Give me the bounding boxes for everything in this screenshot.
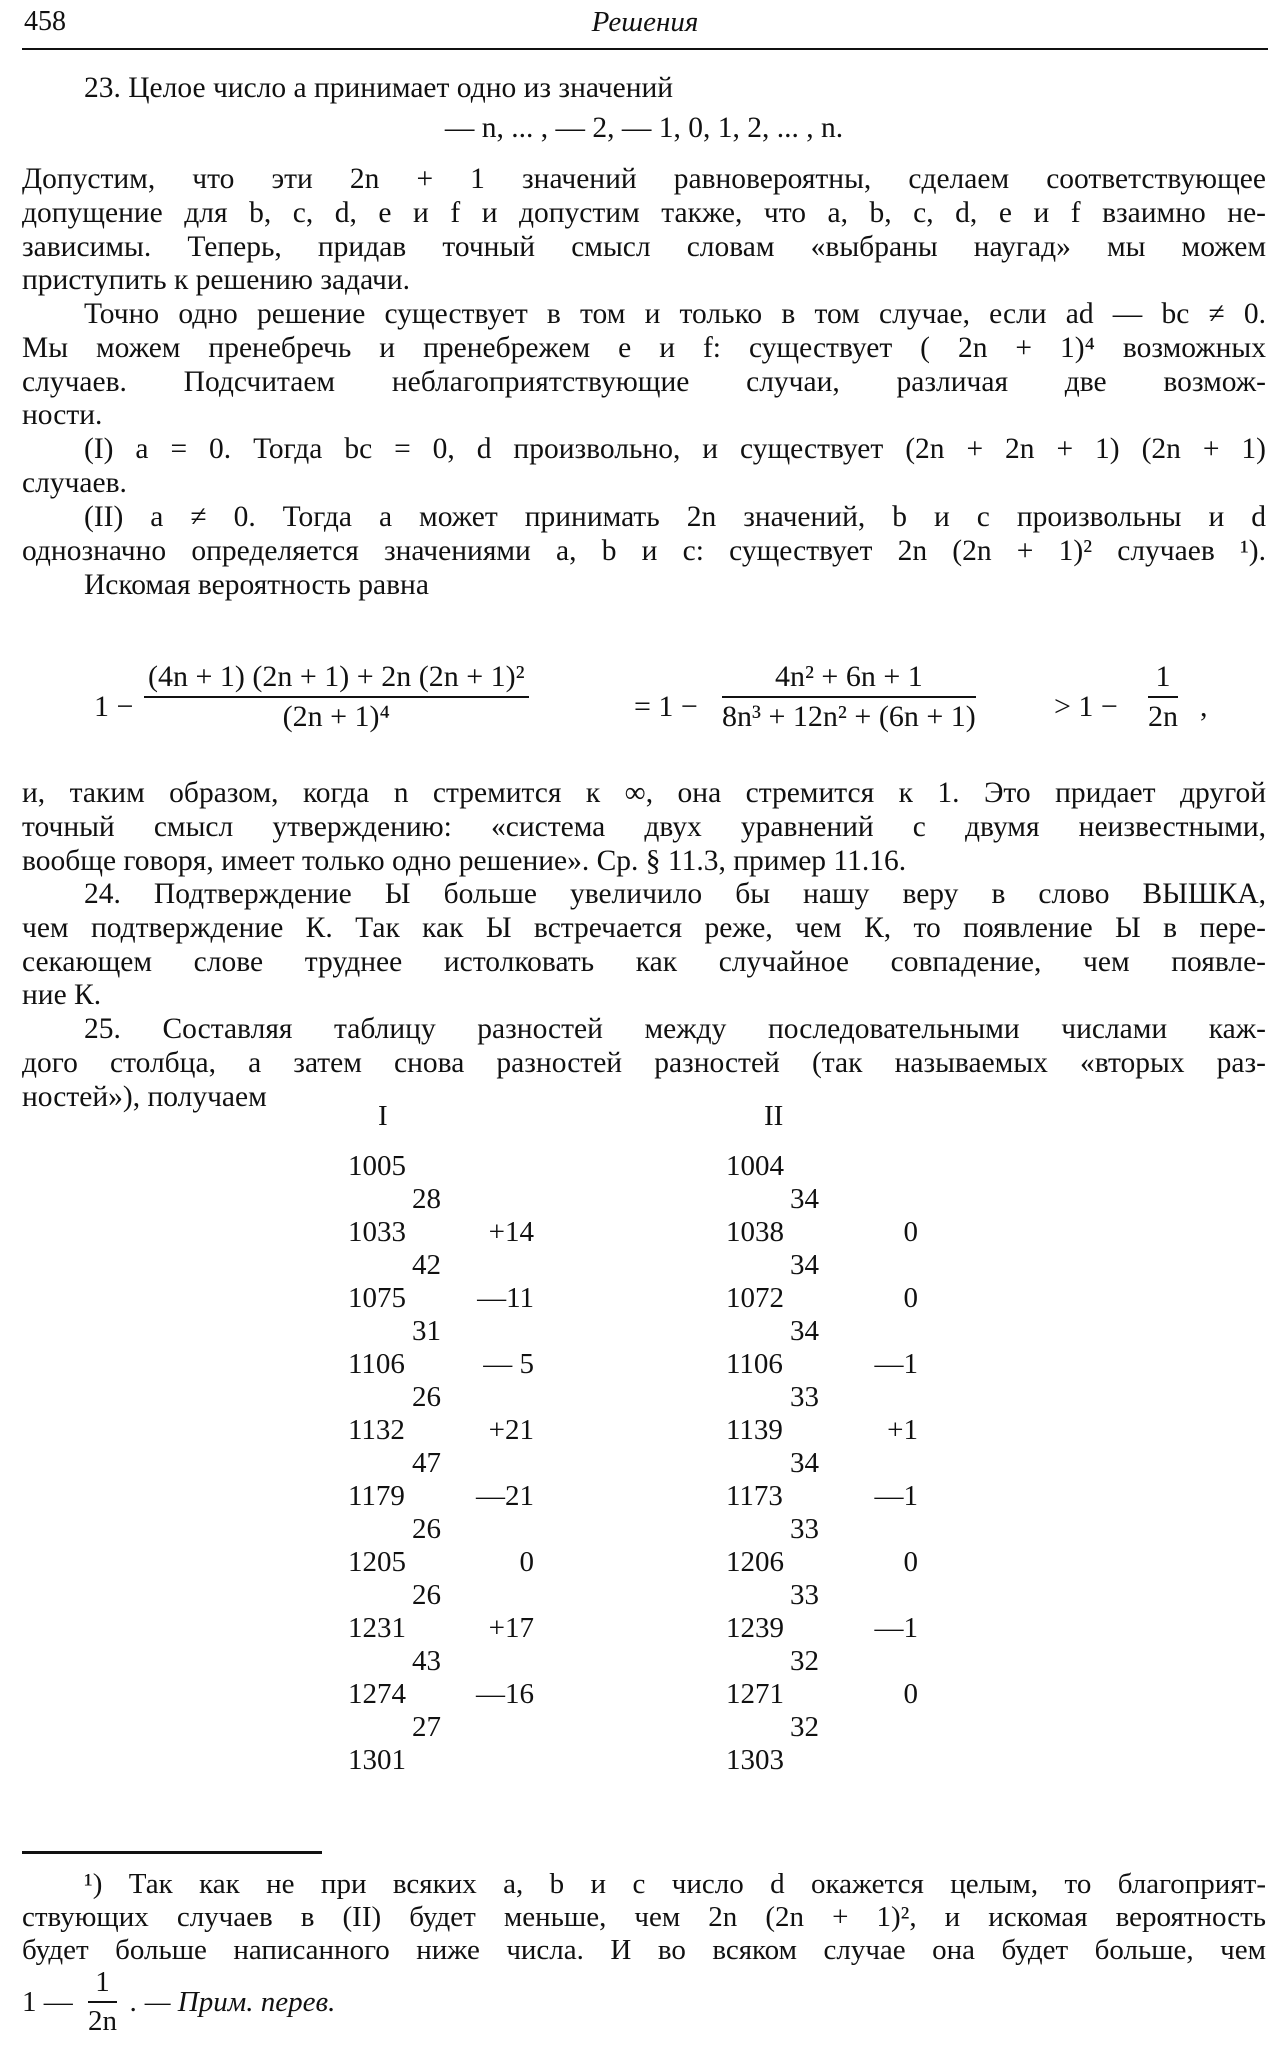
formula-one-minus: 1 − bbox=[94, 690, 134, 723]
case-one bbox=[22, 433, 1266, 501]
fraction-3-denominator: 2n bbox=[1148, 700, 1178, 733]
fraction-2-numerator: 4n² + 6n + 1 bbox=[722, 660, 976, 698]
footnote-line: ствующих случаев в (II) будет меньше, чем 2n (2n + 1)², и искомая вероятность bbox=[22, 1901, 1266, 1933]
text-line: точный смысл утверждению: «система двух уравнений с двумя неизвестными, bbox=[22, 810, 1266, 843]
second-difference: 0 bbox=[903, 1282, 918, 1314]
table-value: 1231 bbox=[348, 1612, 406, 1644]
translator-note: . — Прим. перев. bbox=[130, 1985, 336, 2018]
text-line: 25. Составляя таблицу разностей между последовательными числами каж- bbox=[84, 1013, 1266, 1045]
table-value: 1072 bbox=[726, 1282, 784, 1314]
book-page bbox=[22, 0, 1270, 2048]
table-value: 1239 bbox=[726, 1612, 784, 1644]
first-difference: 34 bbox=[790, 1315, 819, 1347]
second-difference: —11 bbox=[477, 1282, 534, 1314]
text-line: (I) a = 0. Тогда bc = 0, d произвольно, и существует (2n + 2n + 1) (2n + 1) bbox=[84, 433, 1266, 465]
table-value: 1005 bbox=[348, 1150, 406, 1182]
table-value: 1206 bbox=[726, 1546, 784, 1578]
text-line: случаев. bbox=[22, 466, 127, 499]
first-difference: 32 bbox=[790, 1645, 819, 1677]
table-value: 1004 bbox=[726, 1150, 784, 1182]
table-value: 1179 bbox=[348, 1480, 405, 1512]
text-line: приступить к решению задачи. bbox=[22, 264, 410, 297]
fraction-3-numerator: 1 bbox=[1148, 660, 1178, 698]
text-line: дого столбца, а затем снова разностей разностей (так называемых «вторых раз- bbox=[22, 1046, 1266, 1079]
text-line: и, таким образом, когда n стремится к ∞, она стремится к 1. Это придает другой bbox=[22, 777, 1266, 809]
paragraph-unique-solution bbox=[22, 298, 1266, 433]
text-line: Мы можем пренебречь и пренебрежем e и f: существует ( 2n + 1)⁴ возможных bbox=[22, 331, 1266, 364]
table-value: 1038 bbox=[726, 1216, 784, 1248]
text-line: (II) a ≠ 0. Тогда a может принимать 2n значений, b и c произвольны и d bbox=[84, 501, 1266, 533]
first-difference: 42 bbox=[412, 1249, 441, 1281]
first-difference: 47 bbox=[412, 1447, 441, 1479]
values-line: — n, ... , — 2, — 1, 0, 1, 2, ... , n. bbox=[444, 112, 844, 144]
problem-23-intro bbox=[22, 72, 1266, 106]
first-difference: 26 bbox=[412, 1579, 441, 1611]
table-value: 1271 bbox=[726, 1678, 784, 1710]
table-value: 1139 bbox=[726, 1414, 783, 1446]
formula-comma: , bbox=[1200, 690, 1208, 723]
text-line: ние К. bbox=[22, 979, 102, 1012]
paragraph-assumption bbox=[22, 163, 1266, 298]
first-difference: 33 bbox=[790, 1381, 819, 1413]
text-line: Допустим, что эти 2n + 1 значений равновероятны, сделаем соответствующее bbox=[22, 163, 1266, 195]
sought-probability bbox=[22, 569, 1266, 603]
first-difference: 43 bbox=[412, 1645, 441, 1677]
first-difference: 33 bbox=[790, 1513, 819, 1545]
table-value: 1205 bbox=[348, 1546, 406, 1578]
text-line: однозначно определяется значениями a, b и c: существует 2n (2n + 1)² случаев ¹). bbox=[22, 534, 1266, 567]
second-difference: —21 bbox=[476, 1480, 534, 1512]
fraction-1-denominator: (2n + 1)⁴ bbox=[282, 700, 390, 733]
footnote-line: ¹) Так как не при всяких a, b и c число d окажется целым, то благоприят- bbox=[84, 1868, 1266, 1900]
first-difference: 34 bbox=[790, 1249, 819, 1281]
first-difference: 32 bbox=[790, 1711, 819, 1743]
text-line: чем подтверждение К. Так как Ы встречается реже, чем К, то появление Ы в пере- bbox=[22, 911, 1266, 944]
text-line: 23. Целое число a принимает одно из значений bbox=[84, 72, 674, 104]
fraction-1 bbox=[144, 660, 529, 734]
footnote-fraction-numerator: 1 bbox=[88, 1966, 117, 2003]
column-i-header: I bbox=[378, 1100, 388, 1132]
footnote-fraction bbox=[88, 1966, 117, 2038]
second-difference: 0 bbox=[903, 1546, 918, 1578]
text-line: Искомая вероятность равна bbox=[84, 569, 429, 601]
second-difference: +14 bbox=[488, 1216, 534, 1248]
second-difference: —16 bbox=[476, 1678, 534, 1710]
paragraph-conclusion bbox=[22, 777, 1266, 878]
text-line: случаев. Подсчитаем неблагоприятствующие случаи, различая две возмож- bbox=[22, 365, 1266, 398]
formula-gt-one-minus: > 1 − bbox=[1054, 690, 1118, 723]
page-header bbox=[22, 6, 1268, 50]
table-value: 1301 bbox=[348, 1744, 406, 1776]
fraction-2-denominator: 8n³ + 12n² + (6n + 1) bbox=[722, 700, 976, 733]
column-ii-header: II bbox=[764, 1100, 784, 1132]
first-difference: 33 bbox=[790, 1579, 819, 1611]
second-difference: —1 bbox=[874, 1480, 918, 1512]
problem-23-values bbox=[22, 112, 1266, 146]
text-line: Точно одно решение существует в том и только в том случае, если ad — bc ≠ 0. bbox=[84, 298, 1266, 330]
page-number: 458 bbox=[24, 6, 66, 37]
problem-24 bbox=[22, 878, 1266, 1013]
second-difference: +21 bbox=[488, 1414, 534, 1446]
table-value: 1033 bbox=[348, 1216, 406, 1248]
case-two bbox=[22, 501, 1266, 569]
second-difference: 0 bbox=[519, 1546, 534, 1578]
fraction-1-numerator: (4n + 1) (2n + 1) + 2n (2n + 1)² bbox=[144, 660, 529, 698]
fraction-2 bbox=[722, 660, 976, 734]
second-difference: +1 bbox=[887, 1414, 918, 1446]
table-value: 1106 bbox=[726, 1348, 783, 1380]
table-value: 1274 bbox=[348, 1678, 406, 1710]
fraction-3 bbox=[1148, 660, 1178, 734]
first-difference: 26 bbox=[412, 1513, 441, 1545]
text-line: ностей»), получаем bbox=[22, 1080, 267, 1113]
footnote-final bbox=[22, 1966, 335, 2038]
footnote-fraction-denominator: 2n bbox=[88, 2005, 117, 2037]
probability-formula bbox=[22, 660, 1266, 760]
footnote-line: будет больше написанного ниже числа. И во всяком случае она будет больше, чем bbox=[22, 1934, 1266, 1966]
table-value: 1173 bbox=[726, 1480, 783, 1512]
text-line: вообще говоря, имеет только одно решение». Ср. § 11.3, пример 11.16. bbox=[22, 844, 907, 877]
text-line: зависимы. Теперь, придав точный смысл словам «выбраны наугад» мы можем bbox=[22, 230, 1266, 263]
text-line: секающем слове труднее истолковать как случайное совпадение, чем появле- bbox=[22, 945, 1266, 978]
table-value: 1106 bbox=[348, 1348, 405, 1380]
text-line: ности. bbox=[22, 399, 103, 432]
text-line: допущение для b, c, d, e и f и допустим также, что a, b, c, d, e и f взаимно не- bbox=[22, 196, 1266, 229]
second-difference: — 5 bbox=[483, 1348, 534, 1380]
second-difference: —1 bbox=[874, 1612, 918, 1644]
differences-table bbox=[22, 1100, 1266, 1820]
formula-eq-one-minus: = 1 − bbox=[634, 690, 698, 723]
second-difference: —1 bbox=[874, 1348, 918, 1380]
footnote-rule bbox=[22, 1851, 322, 1854]
first-difference: 31 bbox=[412, 1315, 441, 1347]
second-difference: +17 bbox=[488, 1612, 534, 1644]
first-difference: 34 bbox=[790, 1183, 819, 1215]
running-head: Решения bbox=[591, 6, 699, 38]
footnote bbox=[22, 1868, 1266, 1967]
first-difference: 34 bbox=[790, 1447, 819, 1479]
table-value: 1303 bbox=[726, 1744, 784, 1776]
first-difference: 28 bbox=[412, 1183, 441, 1215]
text-line: 24. Подтверждение Ы больше увеличило бы нашу веру в слово ВЫШКА, bbox=[84, 878, 1266, 910]
first-difference: 26 bbox=[412, 1381, 441, 1413]
second-difference: 0 bbox=[903, 1678, 918, 1710]
table-value: 1132 bbox=[348, 1414, 405, 1446]
second-difference: 0 bbox=[903, 1216, 918, 1248]
footnote-one-minus: 1 — bbox=[22, 1985, 73, 2018]
first-difference: 27 bbox=[412, 1711, 441, 1743]
table-value: 1075 bbox=[348, 1282, 406, 1314]
